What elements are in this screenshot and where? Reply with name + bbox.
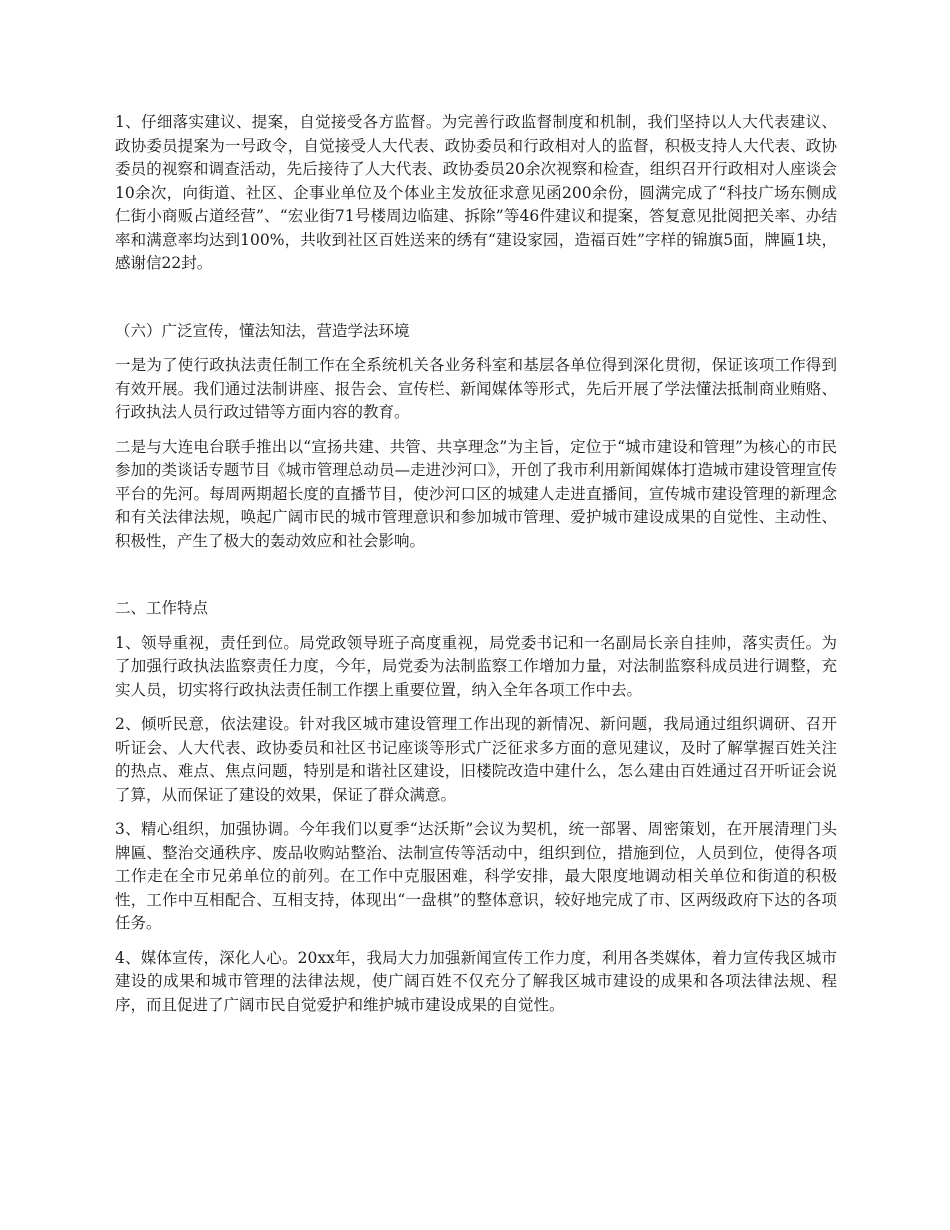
paragraph-public-opinion: 2、倾听民意，依法建设。针对我区城市建设管理工作出现的新情况、新问题，我局通过组织调研、召开听证会、人大代表、政协委员和社区书记座谈等形式广泛征求多方面的意见建议，及时了解掌握百姓关注的热点、难点、焦点问题，特别是和谐社区建设，旧楼院改造中建什么，怎么建由百姓通过召开听证会说了算，从而保证了建设的效果，保证了群众满意。 [115,715,837,804]
section-heading-publicity: （六）广泛宣传，懂法知法，营造学法环境 [115,321,410,340]
paragraph-leadership: 1、领导重视，责任到位。局党政领导班子高度重视，局党委书记和一名副局长亲自挂帅，落实责任。为了加强行政执法监察责任力度，今年，局党委为法制监察工作增加力量，对法制监察科成员进行调整，充实人员，切实将行政执法责任制工作摆上重要位置，纳入全年各项工作中去。 [115,633,837,699]
document-body [115,111,837,1028]
paragraph-media: 4、媒体宣传，深化人心。20xx年，我局大力加强新闻宣传工作力度，利用各类媒体，着力宣传我区城市建设的成果和城市管理的法律法规，使广阔百姓不仅充分了解我区城市建设的成果和各项法律法规、程序，而且促进了广阔市民自觉爱护和维护城市建设成果的自觉性。 [115,948,837,1014]
paragraph-supervision: 1、仔细落实建议、提案，自觉接受各方监督。为完善行政监督制度和机制，我们坚持以人大代表建议、政协委员提案为一号政令，自觉接受人大代表、政协委员和行政相对人的监督，积极支持人大代表、政协委员的视察和调查活动，先后接待了人大代表、政协委员20余次视察和检查，组织召开行政相对人座谈会10余次，向街道、社区、企事业单位及个体业主发放征求意见函200余份，圆满完成了“科技广场东侧成仁街小商贩占道经营”、“宏业街71号楼周边临建、拆除”等46件建议和提案，答复意见批阅把关率、办结率和满意率均达到100%，共收到社区百姓送来的绣有“建设家园，造福百姓”字样的锦旗5面，牌匾1块，感谢信22封。 [115,113,837,272]
section-heading-work-features: 二、工作特点 [115,599,209,617]
paragraph-coordination: 3、精心组织，加强协调。今年我们以夏季“达沃斯”会议为契机，统一部署、周密策划，在开展清理门头牌匾、整治交通秩序、废品收购站整治、法制宣传等活动中，组织到位，措施到位，人员到位，使得各项工作走在全市兄弟单位的前列。在工作中克服困难，科学安排，最大限度地调动相关单位和街道的积极性，工作中互相配合、互相支持，体现出“一盘棋”的整体意识，较好地完成了市、区两级政府下达的各项任务。 [115,820,837,932]
paragraph-radio-program: 二是与大连电台联手推出以“宣扬共建、共管、共享理念”为主旨，定位于“城市建设和管理”为核心的市民参加的类谈话专题节目《城市管理总动员—走进沙河口》，开创了我市利用新闻媒体打造城市建设管理宣传平台的先河。每周两期超长度的直播节目，使沙河口区的城建人走进直播间，宣传城市建设管理的新理念和有关法律法规，唤起广阔市民的城市管理意识和参加城市管理、爱护城市建设成果的自觉性、主动性、积极性，产生了极大的轰动效应和社会影响。 [115,437,837,550]
paragraph-legal-education: 一是为了使行政执法责任制工作在全系统机关各业务科室和基层各单位得到深化贯彻，保证该项工作得到有效开展。我们通过法制讲座、报告会、宣传栏、新闻媒体等形式，先后开展了学法懂法抵制商业贿赂、行政执法人员行政过错等方面内容的教育。 [115,356,837,421]
